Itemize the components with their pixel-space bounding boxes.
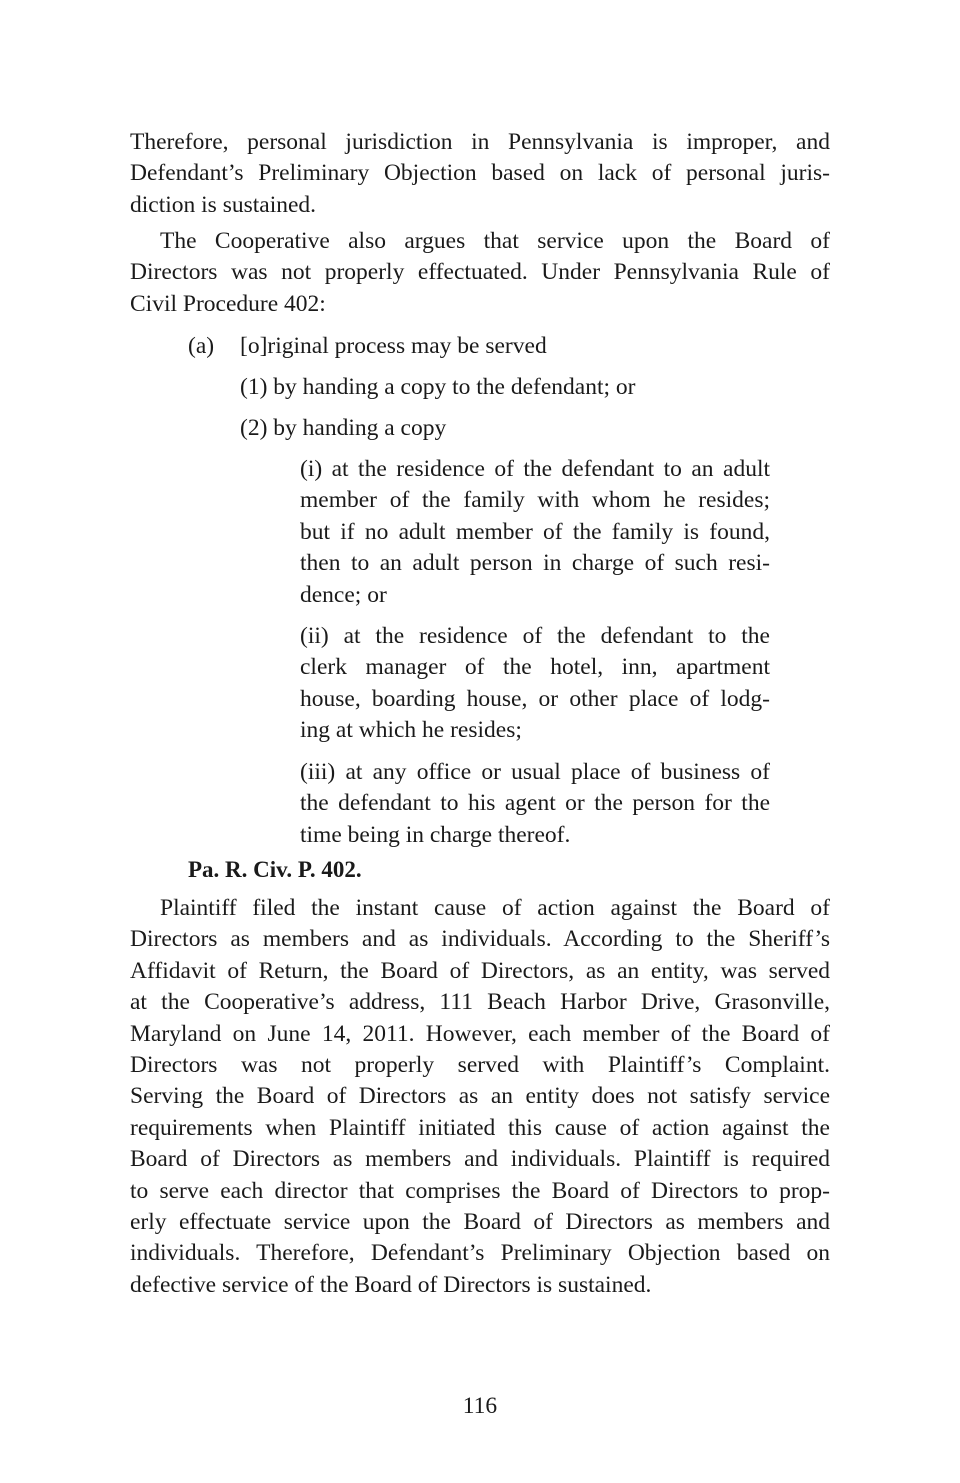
paragraph-service-analysis (130, 893, 830, 1301)
paragraph-service-argument (130, 226, 830, 320)
text-line: clerk manager of the hotel, inn, apartment (300, 654, 770, 681)
text-line: defective service of the Board of Directors is sustained. (130, 1271, 652, 1298)
paragraph-jurisdiction-conclusion (130, 127, 830, 221)
text-line: house, boarding house, or other place of lodg- (300, 685, 770, 712)
rule-citation: Pa. R. Civ. P. 402. (188, 857, 362, 882)
rule-clause-1: (1) by handing a copy to the defendant; or (240, 374, 636, 400)
text-line: Therefore, personal jurisdiction in Pennsylvania is improper, and (130, 129, 830, 155)
text-line: The Cooperative also argues that service upon the Board of (160, 228, 830, 254)
rule-clause-a-label: (a) (188, 333, 215, 359)
text-line: but if no adult member of the family is found, (300, 518, 770, 545)
rule-clause-a-text: [o]riginal process may be served (240, 333, 547, 359)
text-line: the defendant to his agent or the person for the (300, 790, 770, 817)
text-line: member of the family with whom he resides; (300, 487, 770, 514)
text-line: diction is sustained. (130, 191, 317, 218)
text-line: time being in charge thereof. (300, 821, 571, 848)
text-line: Directors as members and as individuals. According to the Sheriff’s (130, 926, 830, 953)
text-line: Board of Directors as members and individuals. Plaintiff is required (130, 1146, 830, 1173)
rule-clause-i (300, 454, 770, 611)
text-line: Affidavit of Return, the Board of Directors, as an entity, was served (130, 957, 830, 984)
text-line: individuals. Therefore, Defendant’s Preliminary Objection based on (130, 1240, 830, 1267)
text-line: Serving the Board of Directors as an entity does not satisfy service (130, 1083, 830, 1110)
page-number: 116 (462, 1393, 498, 1419)
text-line: Civil Procedure 402: (130, 290, 326, 317)
text-line: Plaintiff filed the instant cause of action against the Board of (160, 895, 830, 921)
text-line: (ii) at the residence of the defendant to the (300, 623, 770, 649)
text-line: at the Cooperative’s address, 111 Beach Harbor Drive, Grasonville, (130, 989, 830, 1016)
text-line: requirements when Plaintiff initiated this cause of action against the (130, 1114, 830, 1141)
text-line: (iii) at any office or usual place of business of (300, 759, 770, 785)
text-line: Maryland on June 14, 2011. However, each member of the Board of (130, 1020, 830, 1047)
text-line: dence; or (300, 581, 387, 608)
rule-clause-ii (300, 621, 770, 747)
text-line: then to an adult person in charge of such resi- (300, 550, 770, 577)
text-line: to serve each director that comprises the Board of Directors to prop- (130, 1177, 830, 1204)
text-line: Defendant’s Preliminary Objection based on lack of personal juris- (130, 160, 830, 187)
rule-clause-2: (2) by handing a copy (240, 415, 447, 441)
text-line: Directors was not properly served with Plaintiff’s Complaint. (130, 1052, 830, 1079)
text-line: ing at which he resides; (300, 717, 522, 744)
text-line: Directors was not properly effectuated. Under Pennsylvania Rule of (130, 259, 830, 286)
rule-clause-iii (300, 757, 770, 851)
text-line: (i) at the residence of the defendant to an adult (300, 456, 770, 482)
text-line: erly effectuate service upon the Board of Directors as members and (130, 1209, 830, 1236)
